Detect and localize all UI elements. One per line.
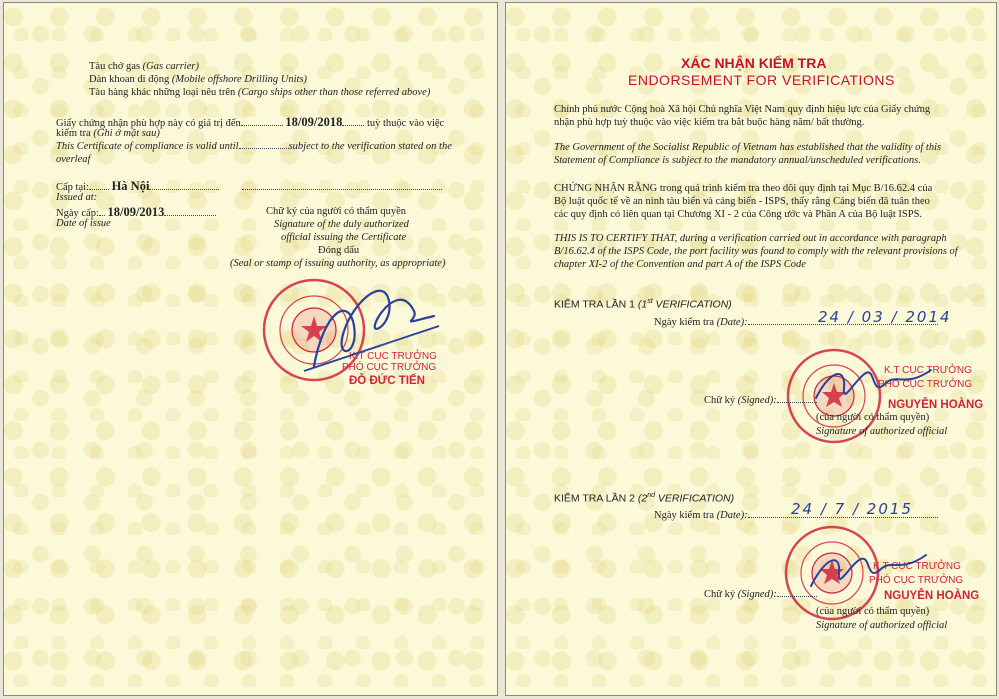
para1-vi-2: nhận phù hợp tuỳ thuộc vào việc kiểm tra bắt buộc hàng năm/ bất thường. <box>554 117 865 128</box>
stamp-name: NGUYỄN HOÀNG <box>884 590 980 602</box>
para2-vi-1: CHỨNG NHẬN RẰNG trong quá trình kiểm tra theo dõi quy định tại Mục B/16.62.4 của <box>554 183 933 194</box>
validity-en-line-2: overleaf <box>56 154 91 165</box>
stamp-title-2: PHÓ CỤC TRƯỞNG <box>342 362 437 373</box>
issued-at: Cấp tại: Hà Nội <box>56 179 442 194</box>
signature-icon <box>294 271 444 381</box>
signature-icon <box>806 358 936 418</box>
stamp-title-1: K.T CỤC TRƯỞNG <box>873 561 961 572</box>
stamp-name: ĐỖ ĐỨC TIẾN <box>349 375 425 387</box>
issued-at-value: Hà Nội <box>111 179 150 193</box>
signature-icon <box>801 541 931 601</box>
sig-label-en-1: Signature of the duly authorized <box>274 219 409 230</box>
para2-vi-2: Bộ luật quốc tế về an ninh tàu biển và cảng biển - ISPS, thấy rằng Cảng biển đã tuân theo <box>554 196 930 207</box>
validity-line-2: kiểm tra (Ghi ở mặt sau) <box>56 128 160 139</box>
stamp-title-1: K.T CỤC TRƯỞNG <box>349 351 437 362</box>
validity-en-line: This Certificate of compliance is valid until subject to the verification stated on the <box>56 141 452 152</box>
issued-at-en: Issued at: <box>56 192 98 203</box>
para2-en-1: THIS IS TO CERTIFY THAT, during a verification carried out in accordance with paragraph <box>554 233 947 244</box>
sig-label-en-2: official issuing the Certificate <box>281 232 407 243</box>
verification-1-auth-vi: (của người có thẩm quyền) <box>816 412 930 423</box>
para1-en-1: The Government of the Socialist Republic of Vietnam has established that the validity of this <box>554 142 942 153</box>
ship-type-cargo: Tàu hàng khác những loại nêu trên (Cargo ships other than those referred above) <box>89 87 431 98</box>
verification-2-auth-vi: (của người có thẩm quyền) <box>816 606 930 617</box>
certificate-left-page <box>3 2 498 696</box>
para2-en-2: B/16.62.4 of the ISPS Code, the port facility was found to comply with the relevant provisions of <box>554 246 958 257</box>
para2-en-3: chapter XI-2 of the Convention and part A of the ISPS Code <box>554 259 806 270</box>
validity-date: 18/09/2018 <box>285 115 343 129</box>
para1-vi-1: Chính phủ nước Cộng hoà Xã hội Chủ nghĩa Việt Nam quy định hiệu lực của Giấy chứng <box>554 104 931 115</box>
verification-1-signed: Chữ ký (Signed): <box>704 395 817 406</box>
verification-1-auth-en: Signature of authorized official <box>816 426 948 437</box>
verification-1-date: Ngày kiểm tra (Date): <box>654 317 938 328</box>
stamp-name: NGUYỄN HOÀNG <box>888 399 984 411</box>
sig-label-vi: Chữ ký của người có thẩm quyền <box>266 206 406 217</box>
para1-en-2: Statement of Compliance is subject to the mandatory annual/unscheduled verifications. <box>554 155 921 166</box>
verification-1-heading: KIỂM TRA LẦN 1 (1st VERIFICATION) <box>554 298 732 311</box>
verification-2-auth-en: Signature of authorized official <box>816 620 948 631</box>
seal-label-en: (Seal or stamp of issuing authority, as appropriate) <box>230 258 446 269</box>
date-of-issue-en: Date of issue <box>56 218 111 229</box>
verification-2-date: Ngày kiểm tra (Date): <box>654 510 938 521</box>
verification-2-heading: KIỂM TRA LẦN 2 (2nd VERIFICATION) <box>554 492 735 505</box>
stamp-title-2: PHÓ CỤC TRƯỞNG <box>869 575 964 586</box>
ship-type-gas: Tàu chở gas (Gas carrier) <box>89 61 199 72</box>
verification-2-signed: Chữ ký (Signed): <box>704 589 817 600</box>
stamp-title-2: PHÓ CỤC TRƯỞNG <box>878 379 973 390</box>
seal-label-vi: Đóng dấu <box>318 245 360 256</box>
endorsement-title-en: ENDORSEMENT FOR VERIFICATIONS <box>628 72 895 88</box>
stamp-title-1: K.T CỤC TRƯỞNG <box>884 365 972 376</box>
validity-line: Giấy chứng nhận phù hợp này có giá trị đến 18/09/2018 tuỳ thuộc vào việc <box>56 115 445 129</box>
ship-type-drilling: Dàn khoan di động (Mobile offshore Drilling Units) <box>89 74 308 85</box>
verification-1-date-value: 24 / 03 / 2014 <box>818 308 952 326</box>
date-of-issue-value: 18/09/2013 <box>107 205 165 219</box>
endorsement-right-page <box>505 2 997 696</box>
para2-vi-3: các quy định có liên quan tại Chương XI - 2 của Công ước và Phần A của Bộ luật ISPS. <box>554 209 923 220</box>
endorsement-title-vi: XÁC NHẬN KIỂM TRA <box>681 55 827 71</box>
date-of-issue: Ngày cấp: 18/09/2013 <box>56 205 216 220</box>
verification-2-date-value: 24 / 7 / 2015 <box>791 500 913 518</box>
